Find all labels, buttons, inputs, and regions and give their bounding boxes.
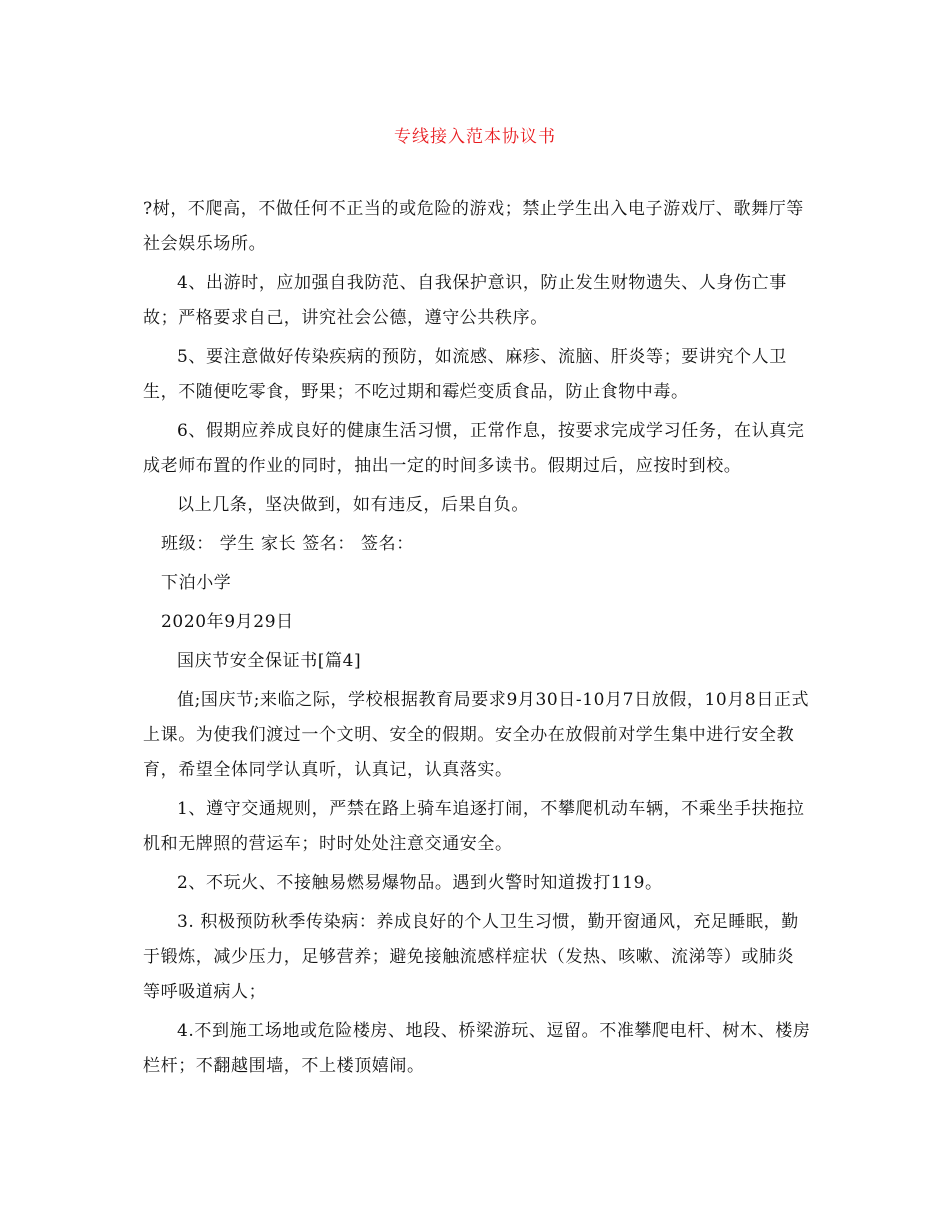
school-name: 下泊小学: [161, 573, 232, 593]
signature-line: 班级： 学生 家长 签名： 签名：: [161, 534, 414, 554]
paragraph: 值;国庆节;来临之际，学校根据教育局要求9月30日-10月7日放假，10月8日正式上课。为使我们渡过一个文明、安全的假期。安全办在放假前对学生集中进行安全教育，希望全体同学认真听，认真记，认真落实。: [143, 690, 810, 780]
document-body: [143, 192, 811, 1088]
paragraph: ?树，不爬高，不做任何不正当的或危险的游戏；禁止学生出入电子游戏厅、歌舞厅等社会娱乐场所。: [143, 199, 804, 254]
paragraph: 3. 积极预防秋季传染病：养成良好的个人卫生习惯，勤开窗通风，充足睡眠，勤于锻炼，减少压力，足够营养；避免接触流感样症状（发热、咳嗽、流涕等）或肺炎等呼吸道病人；: [143, 912, 799, 1002]
section-heading: 国庆节安全保证书[篇4]: [177, 651, 362, 671]
document-date: 2020年9月29日: [161, 612, 294, 632]
paragraph: 4.不到施工场地或危险楼房、地段、桥梁游玩、逗留。不准攀爬电杆、树木、楼房栏杆；不翻越围墙，不上楼顶嬉闹。: [143, 1021, 811, 1076]
paragraph: 2、不玩火、不接触易燃易爆物品。遇到火警时知道拨打119。: [177, 873, 663, 893]
paragraph: 5、要注意做好传染疾病的预防，如流感、麻疹、流脑、肝炎等；要讲究个人卫生，不随便吃零食，野果；不吃过期和霉烂变质食品，防止食物中毒。: [143, 347, 787, 402]
paragraph: 6、假期应养成良好的健康生活习惯，正常作息，按要求完成学习任务，在认真完成老师布置的作业的同时，抽出一定的时间多读书。假期过后，应按时到校。: [143, 421, 805, 476]
paragraph: 4、出游时，应加强自我防范、自我保护意识，防止发生财物遗失、人身伤亡事故；严格要求自己，讲究社会公德，遵守公共秩序。: [143, 273, 787, 328]
paragraph: 1、遵守交通规则，严禁在路上骑车追逐打闹，不攀爬机动车辆，不乘坐手扶拖拉机和无牌照的营运车；时时处处注意交通安全。: [143, 799, 805, 854]
paragraph: 以上几条，坚决做到，如有违反，后果自负。: [177, 495, 529, 515]
document-title: 专线接入范本协议书: [394, 127, 556, 147]
